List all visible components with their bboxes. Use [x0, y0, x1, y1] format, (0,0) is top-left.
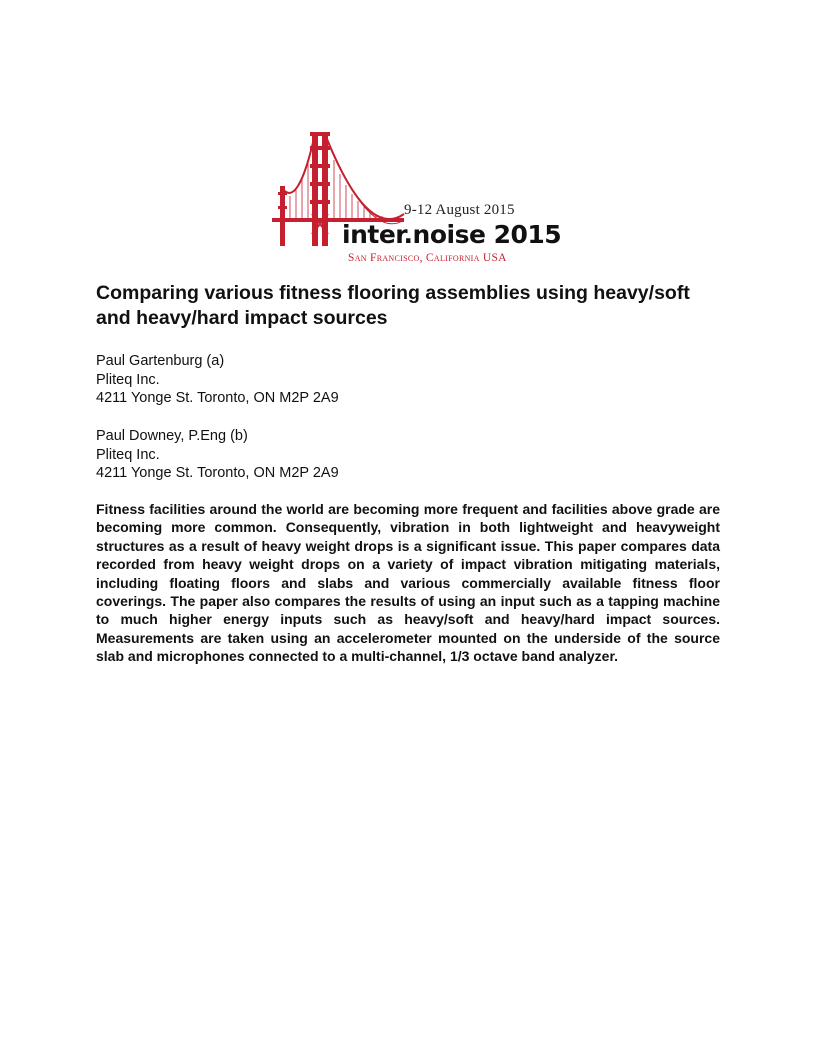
- conference-name: inter.noise 2015: [342, 220, 562, 249]
- conference-date: 9-12 August 2015: [404, 202, 515, 218]
- author-affiliation: Pliteq Inc.: [96, 446, 160, 463]
- abstract: Fitness facilities around the world are becoming more frequent and facilities above grade are becoming more common. Consequently, vibration in both lightweight and heavyweight structures as a result of heavy weight drops is a significant issue. This paper compares data recorded from heavy weight drops on a variety of impact vibration mitigating materials, including floating floors and slabs and various commercially available fitness floor coverings. The paper also compares the results of using an input such as a tapping machine to much higher energy inputs such as heavy/soft and heavy/hard impact sources. Measurements are taken using an accelerometer mounted on the underside of the source slab and microphones connected to a multi-channel, 1/3 octave band analyzer.: [96, 501, 720, 665]
- author-block-a: [96, 352, 596, 408]
- author-affiliation: Pliteq Inc.: [96, 371, 160, 388]
- author-address: 4211 Yonge St. Toronto, ON M2P 2A9: [96, 465, 339, 481]
- author-block-b: [96, 427, 596, 483]
- author-name: Paul Downey, P.Eng (b): [96, 428, 248, 444]
- author-address: 4211 Yonge St. Toronto, ON M2P 2A9: [96, 390, 339, 406]
- conference-logo: [272, 130, 562, 266]
- paper-title: Comparing various fitness flooring assemblies using heavy/soft and heavy/hard impact sources: [96, 282, 690, 329]
- author-name: Paul Gartenburg (a): [96, 353, 225, 369]
- conference-location: San Francisco, California USA: [348, 252, 507, 264]
